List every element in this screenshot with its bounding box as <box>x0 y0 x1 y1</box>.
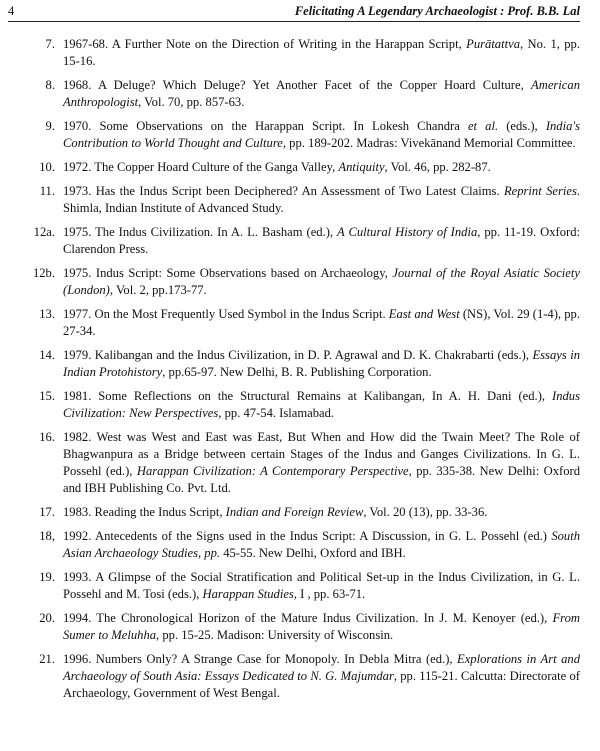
bibliography-entry <box>8 569 580 603</box>
bibliography-entry <box>8 118 580 152</box>
entry-number: 14. <box>39 348 55 362</box>
entry-text-segment: , Vol. 2, pp.173-77. <box>109 283 207 297</box>
entry-text-segment: 1992. Antecedents of the Signs used in the Indus Script: A Discussion, in G. L. Possehl (ed.) <box>63 529 552 543</box>
entry-title-italic: Antiquity <box>338 160 385 174</box>
entry-text-segment: . Shimla, Indian Institute of Advanced Study. <box>63 184 581 215</box>
bibliography-entry <box>8 610 580 644</box>
entry-number: 10. <box>39 160 55 174</box>
entry-number: 20. <box>39 611 55 625</box>
entry-title-italic: American Anthropologist <box>63 78 580 109</box>
bibliography-entry <box>8 265 580 299</box>
entry-text-segment: 1972. The Copper Hoard Culture of the Ganga Valley, <box>63 160 339 174</box>
entry-number: 21. <box>39 652 55 666</box>
entry-number: 7. <box>45 37 55 51</box>
entry-text <box>63 651 580 702</box>
bibliography-entry <box>8 36 580 70</box>
entry-title-italic: East and West <box>388 307 460 321</box>
entry-text-segment: 1970. Some Observations on the Harappan Script. In Lokesh Chandra <box>63 119 468 133</box>
entry-number: 18, <box>39 529 55 543</box>
entry-text-segment: 1983. Reading the Indus Script, <box>63 505 226 519</box>
entry-text-segment: , pp. 15-25. Madison: University of Wisconsin. <box>156 628 394 642</box>
entry-number: 17. <box>39 505 55 519</box>
entry-number: 9. <box>45 119 55 133</box>
entry-title-italic: Purātattva <box>466 37 520 51</box>
bibliography-entry <box>8 651 580 702</box>
entry-text <box>63 504 580 521</box>
entry-text-segment: , pp. 115-21. Calcutta: Directorate of Archaeology, Government of West Bengal. <box>63 669 580 700</box>
bibliography-entry <box>8 306 580 340</box>
entry-text-segment: (NS), Vol. 29 (1-4), pp. 27-34. <box>63 307 580 338</box>
entry-title-italic: A Cultural History of India <box>337 225 478 239</box>
entry-text-segment: , pp. 189-202. Madras: Vivekānand Memorial Committee. <box>282 136 576 150</box>
entry-title-italic: et al. <box>467 119 499 133</box>
bibliography-entry <box>8 388 580 422</box>
bibliography-entry <box>8 159 580 176</box>
bibliography-entry <box>8 77 580 111</box>
entry-title-italic: Indus Civilization: New Perspectives <box>63 389 580 420</box>
entry-number: 13. <box>39 307 55 321</box>
entry-number: 12a. <box>33 225 55 239</box>
entry-text <box>63 36 580 70</box>
entry-text-segment: 1994. The Chronological Horizon of the Mature Indus Civilization. In J. M. Kenoyer (ed.), <box>63 611 553 625</box>
entry-text <box>63 224 580 258</box>
entry-text-segment: , Vol. 20 (13), pp. 33-36. <box>363 505 488 519</box>
entry-text-segment: (eds.), <box>498 119 546 133</box>
entry-text-segment: , pp. 47-54. Islamabad. <box>218 406 335 420</box>
bibliography-list <box>8 36 580 702</box>
entry-text-segment: , Vol. 46, pp. 282-87. <box>384 160 491 174</box>
entry-title-italic: Explorations in Art and Archaeology of South Asia: Essays Dedicated to N. G. Majumdar <box>63 652 581 683</box>
entry-title-italic: South Asian Archaeology Studies, pp. <box>63 529 580 560</box>
entry-number: 8. <box>45 78 55 92</box>
entry-number: 12b. <box>32 266 55 280</box>
entry-title-italic: Indian and Foreign Review <box>225 505 364 519</box>
entry-text <box>63 159 580 176</box>
page-number: 4 <box>8 4 15 18</box>
entry-text-segment: 1975. Indus Script: Some Observations based on Archaeology, <box>63 266 393 280</box>
entry-text-segment: 1977. On the Most Frequently Used Symbol in the Indus Script. <box>63 307 389 321</box>
entry-text <box>63 118 580 152</box>
bibliography-entry <box>8 429 580 497</box>
entry-text-segment: 1973. Has the Indus Script been Deciphered? An Assessment of Two Latest Claims. <box>63 184 504 198</box>
entry-text-segment: , No. 1, pp. 15-16. <box>63 37 581 68</box>
entry-text-segment: , pp. 11-19. Oxford: Clarendon Press. <box>63 225 580 256</box>
entry-title-italic: Essays in Indian Protohistory <box>63 348 580 379</box>
bibliography-entry <box>8 528 580 562</box>
entry-number: 11. <box>39 184 55 198</box>
entry-number: 19. <box>39 570 55 584</box>
bibliography-entry <box>8 347 580 381</box>
entry-text <box>63 610 580 644</box>
entry-text <box>63 388 580 422</box>
bibliography-entry <box>8 504 580 521</box>
entry-text-segment: 1979. Kalibangan and the Indus Civilization, in D. P. Agrawal and D. K. Chakrabarti (eds.), <box>63 348 533 362</box>
entry-text-segment: 1982. West was West and East was East, But When and How did the Twain Meet? The Role of Bhagwanpura as a Bridge between certain Stages of the Indus and Ganges Civilizations. In G. L. Possehl (ed.), <box>63 430 580 478</box>
entry-text-segment: 1967-68. A Further Note on the Direction of Writing in the Harappan Script, <box>63 37 467 51</box>
entry-text <box>63 77 580 111</box>
entry-text-segment: 1981. Some Reflections on the Structural Remains at Kalibangan, In A. H. Dani (ed.), <box>63 389 552 403</box>
entry-text-segment: 1968. A Deluge? Which Deluge? Yet Another Facet of the Copper Hoard Culture, <box>63 78 532 92</box>
entry-text-segment: , pp.65-97. New Delhi, B. R. Publishing Corporation. <box>162 365 432 379</box>
entry-text-segment: , Vol. 70, pp. 857-63. <box>138 95 245 109</box>
entry-text-segment: 1993. A Glimpse of the Social Stratification and Political Set-up in the Indus Civilization, in G. L. Possehl and M. Tosi (eds.), <box>63 570 580 601</box>
entry-title-italic: From Sumer to Meluhha <box>63 611 580 642</box>
entry-title-italic: Harappan Studies <box>202 587 294 601</box>
bibliography-entry <box>8 183 580 217</box>
entry-text-segment: 1975. The Indus Civilization. In A. L. Basham (ed.), <box>63 225 338 239</box>
entry-text <box>63 347 580 381</box>
entry-text-segment: , I , pp. 63-71. <box>293 587 366 601</box>
header-rule <box>8 21 580 22</box>
entry-text-segment: , pp. 335-38. New Delhi: Oxford and IBH Publishing Co. Pvt. Ltd. <box>63 464 580 495</box>
bibliography-entry <box>8 224 580 258</box>
entry-text <box>63 528 580 562</box>
entry-number: 16. <box>39 430 55 444</box>
entry-text <box>63 429 580 497</box>
entry-title-italic: Reprint Series <box>503 184 577 198</box>
entry-title-italic: India's Contribution to World Thought and Culture <box>63 119 580 150</box>
entry-text <box>63 183 580 217</box>
entry-text-segment: 45-55. New Delhi, Oxford and IBH. <box>220 546 406 560</box>
entry-title-italic: Journal of the Royal Asiatic Society (London) <box>63 266 580 297</box>
page-header <box>8 4 580 19</box>
entry-text <box>63 569 580 603</box>
entry-title-italic: Harappan Civilization: A Contemporary Perspective <box>136 464 409 478</box>
entry-text-segment: 1996. Numbers Only? A Strange Case for Monopoly. In Debla Mitra (ed.), <box>63 652 458 666</box>
running-title: Felicitating A Legendary Archaeologist : Prof. B.B. Lal <box>294 4 580 18</box>
entry-text <box>63 265 580 299</box>
entry-number: 15. <box>39 389 55 403</box>
entry-text <box>63 306 580 340</box>
